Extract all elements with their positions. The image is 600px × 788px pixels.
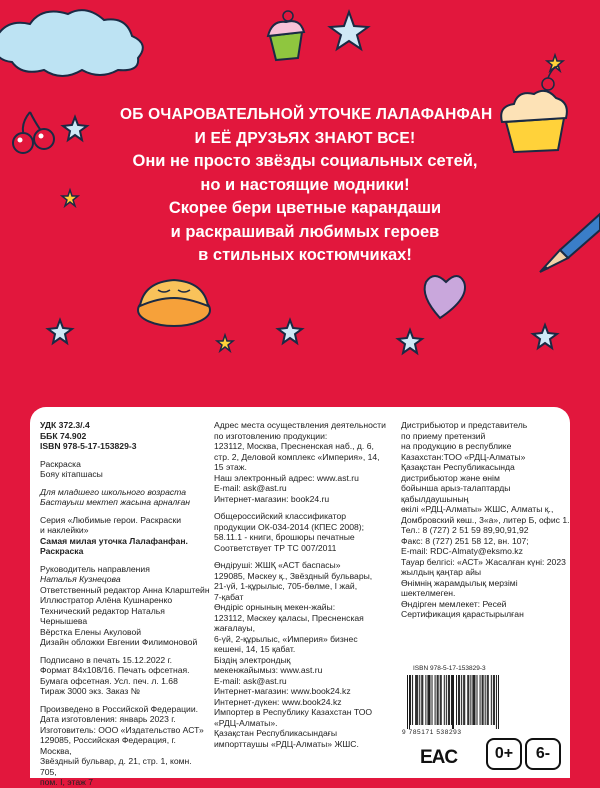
product-classifier: Общероссийский классификатор продукции ОК-034-2014 (КПЕС 2008); 58.11.1 - книги, брошюры печатные Соответствует ТР ТС 007/2011 bbox=[214, 511, 365, 553]
barcode-bar bbox=[480, 675, 481, 725]
imprint-column-2 bbox=[214, 420, 398, 749]
barcode-bar bbox=[483, 675, 484, 725]
importer: Импортер в Республику Казахстан ТОО «РДЦ-Алматы». bbox=[214, 707, 373, 728]
barcode-bar bbox=[473, 675, 474, 725]
barcode-bar bbox=[461, 675, 462, 725]
barcode-bar bbox=[452, 675, 453, 729]
barcode-isbn: ISBN 978-5-17-153829-3 bbox=[413, 665, 486, 672]
barcode-bar bbox=[472, 675, 473, 725]
barcode-bar bbox=[496, 675, 497, 729]
paper-info: Бумага офсетная. Усл. печ. л. 1.68 bbox=[40, 675, 178, 686]
cupcake-icon bbox=[268, 11, 304, 60]
barcode-digits: 9 785171 538293 bbox=[402, 729, 462, 736]
importer-kz: Қазақстан Республикасындағы импорттаушы «РДЦ-Алматы» ЖШС. bbox=[214, 728, 359, 749]
print-format: Формат 84х108/16. Печать офсетная. bbox=[40, 665, 190, 675]
barcode-bar bbox=[477, 675, 478, 725]
barcode-bar bbox=[407, 675, 408, 729]
made-in: Произведено в Российской Федерации. bbox=[40, 703, 199, 714]
barcode-bar bbox=[449, 675, 450, 725]
barcode-bar bbox=[456, 675, 457, 725]
barcode-bar bbox=[446, 675, 447, 725]
barcode-bar bbox=[463, 675, 464, 725]
barcode bbox=[407, 675, 499, 729]
barcode-bar bbox=[470, 675, 471, 725]
barcode-bar bbox=[488, 675, 489, 725]
udk-code: УДК 372.3/.4 bbox=[40, 420, 90, 430]
barcode-bar bbox=[467, 675, 468, 725]
barcode-bar bbox=[485, 675, 486, 725]
genre-kz: Бояу кітапшасы bbox=[40, 469, 103, 479]
book-title: Самая милая уточка Лалафанфан. Раскраска bbox=[40, 535, 188, 556]
barcode-bar bbox=[409, 675, 410, 729]
tech-editor-credit: Технический редактор Наталья Чернышева bbox=[40, 605, 165, 626]
star-icon bbox=[48, 320, 72, 343]
barcode-bar bbox=[468, 675, 469, 725]
website-kz: Біздің электрондық мекенжайымыз: www.ast.ru bbox=[214, 654, 323, 675]
star-icon bbox=[330, 12, 368, 49]
barcode-bar bbox=[440, 675, 441, 725]
age-rating-badge: 6- bbox=[525, 738, 561, 770]
design-credit: Дизайн обложки Евгении Филимоновой bbox=[40, 637, 198, 647]
barcode-bar bbox=[444, 675, 445, 725]
barcode-bar bbox=[428, 675, 429, 725]
barcode-bar bbox=[425, 675, 426, 725]
blurb-line: И ЕЁ ДРУЗЬЯХ ЗНАЮТ ВСЕ! bbox=[194, 129, 416, 147]
production-address: Адрес места осуществления деятельности по изготовлению продукции: 123112, Москва, Пресненская наб., д. 6, стр. 2, Деловой комплекс «Империя», 14, 15 этаж. bbox=[214, 420, 386, 472]
barcode-bar bbox=[435, 675, 436, 725]
star-icon bbox=[547, 55, 563, 71]
barcode-bar bbox=[422, 675, 423, 725]
cloud-icon bbox=[0, 10, 143, 76]
barcode-bar bbox=[441, 675, 442, 725]
barcode-bar bbox=[412, 675, 413, 725]
barcode-bar bbox=[427, 675, 428, 725]
manufacturer: Изготовитель: ООО «Издательство АСТ» 129085, Российская Федерация, г. Москва, Звёздный бульвар, д. 21, стр. 1, комн. 705, пом. I, этаж 7 bbox=[40, 724, 204, 787]
star-icon bbox=[63, 117, 87, 140]
star-icon bbox=[398, 330, 422, 353]
heart-icon bbox=[425, 276, 465, 318]
cover-blurb bbox=[120, 103, 493, 268]
email: E-mail: ask@ast.ru bbox=[214, 483, 287, 493]
online-shop: Интернет-магазин: book24.ru bbox=[214, 493, 330, 504]
star-icon bbox=[278, 320, 302, 343]
signed-date: Подписано в печать 15.12.2022 г. bbox=[40, 654, 173, 665]
imprint-column-3 bbox=[401, 420, 581, 620]
barcode-bar bbox=[498, 675, 499, 729]
barcode-bar bbox=[453, 675, 454, 729]
barcode-bar bbox=[464, 675, 465, 725]
age-rating-badge: 0+ bbox=[486, 738, 522, 770]
genre-ru: Раскраска bbox=[40, 458, 81, 469]
made-date: Дата изготовления: январь 2023 г. bbox=[40, 714, 176, 724]
barcode-bar bbox=[474, 675, 475, 725]
head-name: Наталья Кузнецова bbox=[40, 574, 121, 584]
distributor-info: Дистрибьютор и представитель по приему претензий на продукцию в республике Казахстан:ТОО «РДЦ-Алматы» Қазақстан Республикасында дистрибьютор және өнім бойынша арыз-талаптарды қабылдаушының өкілі «РДЦ-Алматы» ЖШС, Алматы қ., Домбровский көш., 3«а», литер Б, офис 1. Тел.: 8 (727) 2 51 59 89,90,91,92 Факс: 8 (727) 251 58 12, вн. 107; E-mail: RDC-Almaty@eksmo.kz bbox=[401, 420, 570, 556]
illustrator-credit: Иллюстратор Алёна Кушнаренко bbox=[40, 595, 173, 605]
eac-mark: EAC bbox=[420, 747, 458, 768]
star-icon bbox=[62, 190, 78, 206]
barcode-bar bbox=[458, 675, 459, 725]
barcode-bar bbox=[491, 675, 492, 725]
age-group-kz: Бастауыш мектеп жасына арналған bbox=[40, 497, 191, 507]
blurb-line: Скорее бери цветные карандаши bbox=[168, 199, 442, 217]
pencil-icon bbox=[540, 214, 600, 272]
cupcake-icon bbox=[501, 66, 567, 152]
blurb-line: в стильных костюмчиках! bbox=[198, 246, 412, 264]
bbk-code: ББК 74.902 bbox=[40, 430, 87, 441]
barcode-bar bbox=[421, 675, 422, 725]
manufacturer-kz: Өндіруші: ЖШҚ «АСТ баспасы» 129085, Мәскеу қ., Звёздный бульвары, 21-үй, 1-құрылыс, 705-бөлме, I жай, 7-қабат bbox=[214, 560, 373, 602]
barcode-bar bbox=[487, 675, 488, 725]
barcode-bar bbox=[429, 675, 430, 725]
barcode-bar bbox=[410, 675, 411, 725]
star-icon bbox=[217, 335, 233, 351]
editor-credit: Ответственный редактор Анна Кларштейн bbox=[40, 584, 210, 595]
barcode-bar bbox=[494, 675, 495, 725]
barcode-bar bbox=[415, 675, 416, 725]
print-run: Тираж 3000 экз. Заказ № bbox=[40, 686, 140, 696]
pie-icon bbox=[138, 280, 210, 326]
blurb-line: но и настоящие модники! bbox=[200, 175, 410, 194]
email-kz: E-mail: ask@ast.ru bbox=[214, 675, 287, 686]
series-name: Серия «Любимые герои. Раскраски и наклейки» bbox=[40, 514, 182, 535]
barcode-bar bbox=[432, 675, 433, 725]
website: Наш электронный адрес: www.ast.ru bbox=[214, 472, 359, 483]
barcode-bar bbox=[417, 675, 418, 725]
country-info: Өндірген мемлекет: Ресей Сертификация қарастырылған bbox=[401, 598, 524, 619]
star-icon bbox=[533, 325, 557, 348]
barcode-bar bbox=[416, 675, 417, 725]
isbn-code: ISBN 978-5-17-153829-3 bbox=[40, 441, 137, 451]
barcode-bar bbox=[493, 675, 494, 725]
online-shop-kz: Интернет-магазин: www.book24.kz bbox=[214, 686, 351, 696]
online-shop-kz-2: Интернет-дүкен: www.book24.kz bbox=[214, 696, 342, 707]
cherries-icon bbox=[13, 112, 54, 153]
head-role: Руководитель направления bbox=[40, 563, 150, 574]
blurb-line: и раскрашивай любимых героев bbox=[170, 222, 440, 241]
blurb-line: Они не просто звёзды социальных сетей, bbox=[132, 152, 478, 170]
barcode-bar bbox=[448, 675, 449, 725]
barcode-bar bbox=[437, 675, 438, 725]
barcode-bar bbox=[451, 675, 452, 725]
barcode-bar bbox=[438, 675, 439, 725]
trademark-info: Тауар белгісі: «АСТ» Жасалған күні: 2023 жылдың қаңтар айы Өнімнің жарамдылық мерзімі шектелмеген. bbox=[401, 556, 566, 598]
barcode-bar bbox=[459, 675, 460, 725]
imprint-column-1 bbox=[40, 420, 210, 788]
barcode-bar bbox=[419, 675, 420, 725]
age-group-ru: Для младшего школьного возраста bbox=[40, 486, 187, 497]
layout-credit: Вёрстка Елены Акуловой bbox=[40, 626, 142, 637]
barcode-bar bbox=[482, 675, 483, 725]
blurb-line: ОБ ОЧАРОВАТЕЛЬНОЙ УТОЧКЕ ЛАЛАФАНФАН bbox=[120, 106, 493, 123]
production-address-kz: Өндіріс орнының мекен-жайы: 123112, Мәскеу қаласы, Пресненская жағалауы, 6-үй, 2-құрылыс, «Империя» бизнес кешені, 14, 15 қабат. bbox=[214, 602, 364, 654]
